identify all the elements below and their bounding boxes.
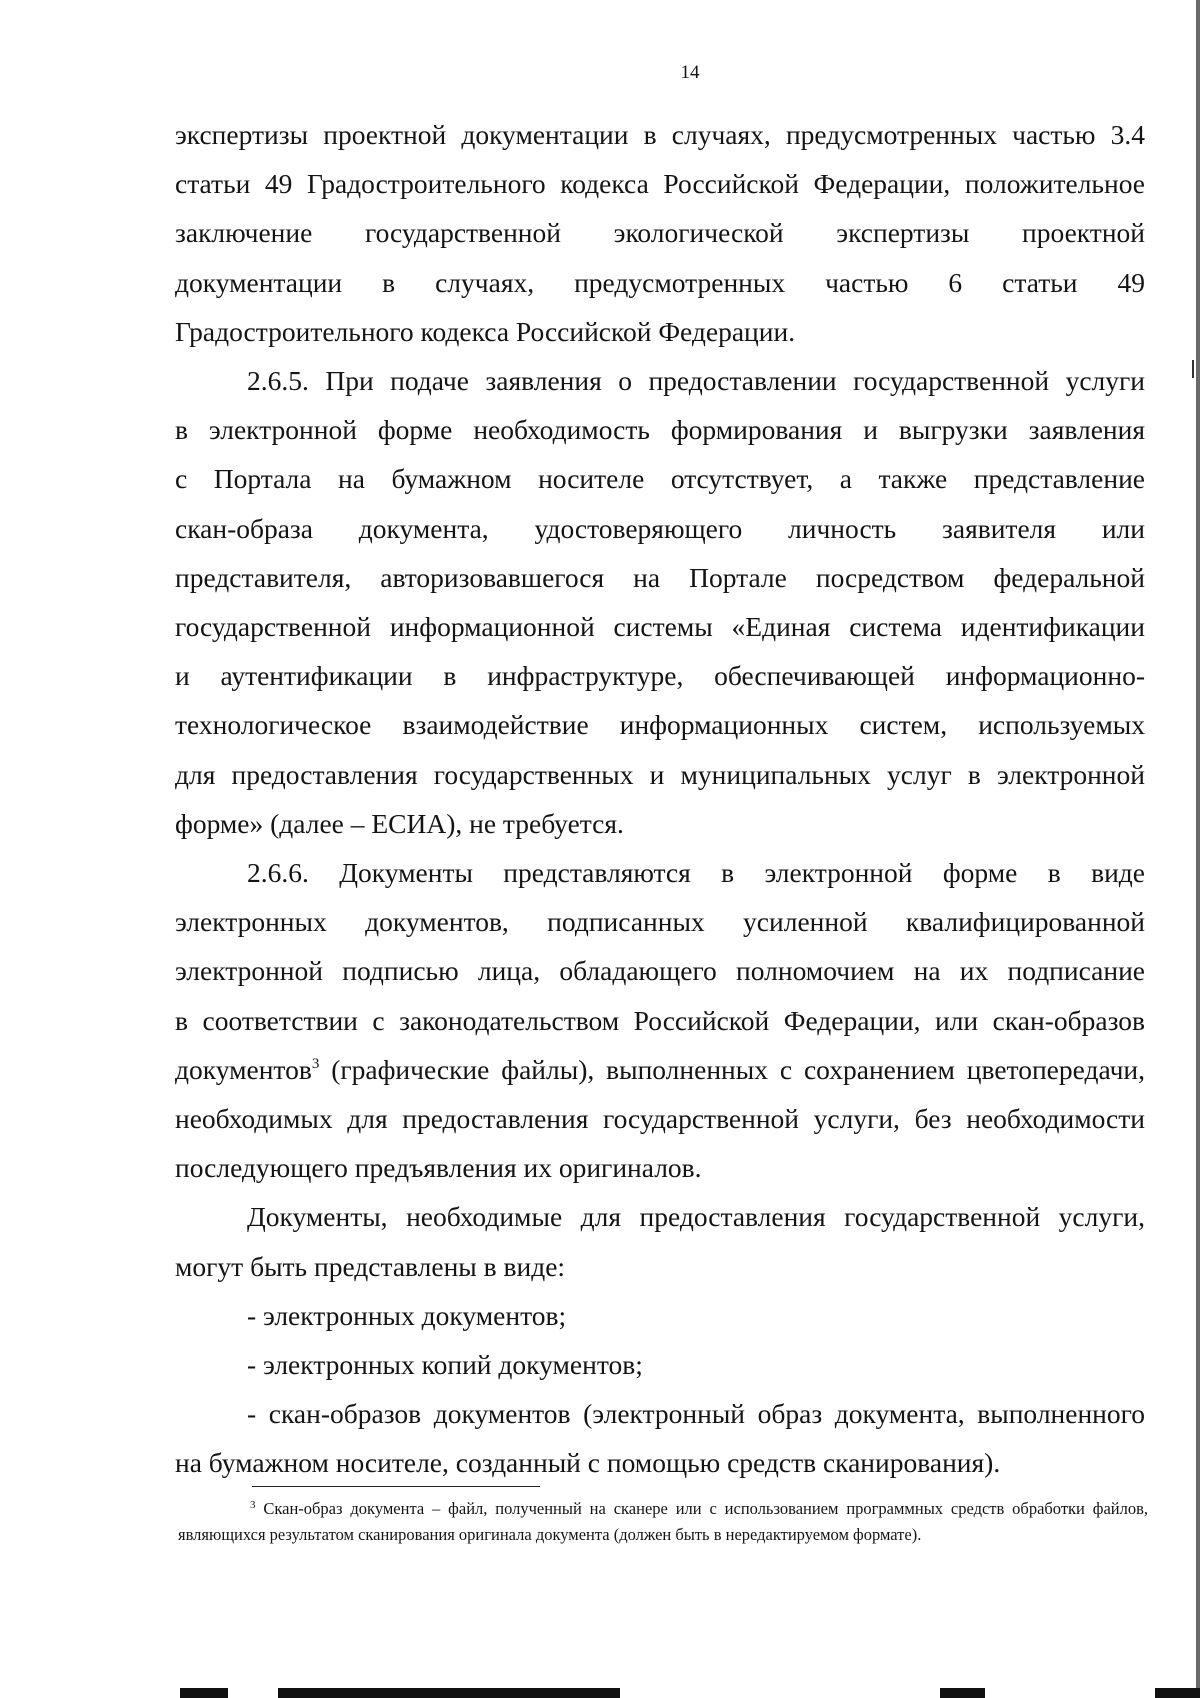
footnote-reference: 3 — [311, 1055, 320, 1072]
scan-edge-mark — [1192, 360, 1194, 378]
paragraph-documents-forms — [175, 1192, 1145, 1290]
scan-gap — [0, 1688, 180, 1698]
page-number: 14 — [680, 62, 700, 83]
document-forms-list — [175, 1291, 1145, 1488]
text-line: Градостроительного кодекса Российской Федерации. — [175, 315, 796, 347]
text-line: необходимых для предоставления государственной услуги, без необходимости — [175, 1103, 1145, 1135]
text-line: документации в случаях, предусмотренных частью 6 статьи 49 — [175, 266, 1145, 298]
footnote-text: Скан-образ документа – файл, полученный на сканере или с использованием программных средств обработки файлов, являющихся результатом сканирования оригинала документа (должен быть в нередактируемом формате). — [178, 1499, 1148, 1544]
text-line: с Портала на бумажном носителе отсутствует, а также представление — [175, 463, 1145, 495]
paragraph-2-6-6 — [175, 848, 1145, 1192]
text-line: последующего предъявления их оригиналов. — [175, 1152, 702, 1184]
text-line: 2.6.5. При подаче заявления о предоставлении государственной услуги — [247, 365, 1145, 397]
text-line: экспертизы проектной документации в случаях, предусмотренных частью 3.4 — [175, 119, 1145, 150]
text-line: для предоставления государственных и муниципальных услуг в электронной — [175, 758, 1145, 790]
text-line: заключение государственной экологической экспертизы проектной — [175, 217, 1145, 249]
text-line: технологическое взаимодействие информационных систем, используемых — [175, 709, 1145, 741]
footnote — [178, 1496, 1148, 1548]
text-line: государственной информационной системы «Единая система идентификации — [175, 611, 1145, 643]
footnote-number: 3 — [250, 1499, 256, 1511]
footnote-separator — [252, 1486, 540, 1487]
list-item: - электронных документов; — [247, 1299, 567, 1331]
scan-edge-shadow — [1196, 0, 1200, 1698]
text-line: в электронной форме необходимость формирования и выгрузки заявления — [175, 414, 1145, 446]
text-line: представителя, авторизовавшегося на Портале посредством федеральной — [175, 561, 1145, 593]
paragraph-continuation — [175, 110, 1145, 356]
text-line: форме» (далее – ЕСИА), не требуется. — [175, 807, 624, 839]
scan-gap — [985, 1688, 1155, 1698]
text-line: скан-образа документа, удостоверяющего личность заявителя или — [175, 512, 1145, 544]
text-line: 2.6.6. Документы представляются в электронной форме в виде — [247, 857, 1145, 889]
text-line: и аутентификации в инфраструктуре, обеспечивающей информационно- — [175, 660, 1145, 692]
text-line: в соответствии с законодательством Российской Федерации, или скан-образов — [175, 1004, 1145, 1036]
text-line: Документы, необходимые для предоставления государственной услуги, — [247, 1201, 1145, 1233]
list-item: - скан-образов документов (электронный образ документа, выполненного — [247, 1398, 1145, 1430]
text-line: могут быть представлены в виде: — [175, 1250, 566, 1282]
scan-gap — [228, 1688, 278, 1698]
text-line — [175, 1045, 1145, 1094]
scan-gap — [620, 1688, 940, 1698]
body-text — [175, 110, 1145, 1488]
list-item: - электронных копий документов; — [247, 1349, 643, 1381]
text-line: электронных документов, подписанных усиленной квалифицированной — [175, 906, 1145, 938]
text-line: статьи 49 Градостроительного кодекса Российской Федерации, положительное — [175, 168, 1145, 200]
list-item-continuation: на бумажном носителе, созданный с помощью средств сканирования). — [175, 1447, 1001, 1479]
text-fragment: документов — [175, 1053, 312, 1085]
text-line: электронной подписью лица, обладающего полномочием на их подписание — [175, 955, 1145, 987]
text-fragment: (графические файлы), выполненных с сохранением цветопередачи, — [319, 1053, 1145, 1085]
scan-bottom-edge — [0, 1688, 1200, 1698]
paragraph-2-6-5 — [175, 356, 1145, 848]
